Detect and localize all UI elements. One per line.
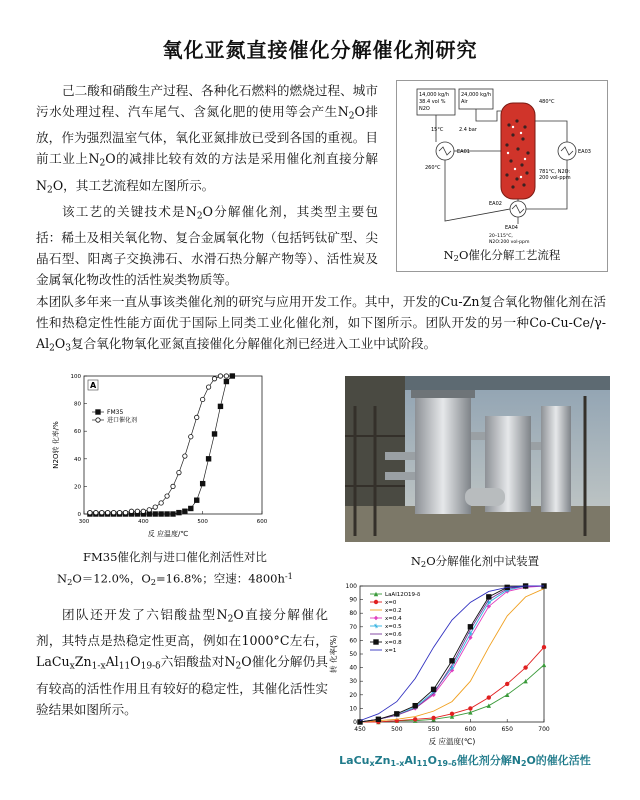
intro-paragraph: 己二酸和硝酸生产过程、各种化石燃料的燃烧过程、城市污水处理过程、汽车尾气、含氮化肥的使用等会产生$N_2O$排放，作为强烈温室气体，氧化亚氮排放已受到各国的重视。目前工业上$N_2O$的减排比较有效的方法是采用催化剂直接分解$N_2O$，其工艺流程如左图所示。 — [36, 83, 378, 195]
x-tick-label: 600 — [464, 726, 477, 733]
y-tick-label: 0 — [353, 719, 357, 726]
ea04-label: EA04 — [505, 225, 518, 231]
pilot-caption: $N_2O$分解催化剂中试装置 — [410, 554, 540, 570]
ea03-label: EA03 — [578, 149, 591, 155]
data-point — [123, 510, 127, 514]
data-point — [171, 512, 175, 516]
process-flow-svg — [397, 81, 607, 246]
legend-label: x=0 — [385, 600, 397, 606]
process-flow-diagram — [396, 80, 608, 272]
out2-line-1: 20–115°C, — [489, 234, 513, 239]
data-point — [542, 645, 546, 649]
data-point — [487, 595, 491, 599]
fm35-caption-title: FM35催化剂与进口催化剂活性对比 — [83, 550, 267, 564]
team-research-paragraph: 本团队多年来一直从事该类催化剂的研究与应用开发工作。其中，开发的Cu-Zn复合氧化物催化剂在活性和热稳定性性能方面优于国际上同类工业化催化剂，如下图所示。团队开发的另一种$Co-Cu-Ce/\gamma-Al_2O_3$复合氧化物氧化亚氮直接催化分解催化剂已经进入工业中试阶段。 — [36, 294, 606, 354]
data-point — [189, 435, 193, 439]
data-point — [450, 659, 454, 663]
temp-15: 15°C — [431, 127, 444, 133]
y-tick-label: 100 — [345, 583, 357, 590]
data-point — [487, 695, 491, 699]
data-point — [218, 374, 222, 378]
x-tick-label: 650 — [501, 726, 513, 733]
data-point — [431, 687, 435, 691]
legend-marker — [96, 410, 100, 414]
fm35-plot-frame — [84, 376, 262, 514]
data-point — [165, 512, 169, 516]
feed-line-1: 14,000 kg/h — [419, 92, 450, 98]
data-point — [200, 397, 204, 401]
pilot-plant-illustration — [345, 376, 610, 542]
legend-label: LaAl12O19-δ — [385, 592, 421, 598]
data-point — [200, 481, 204, 485]
reactor-vessel — [501, 103, 535, 199]
data-point — [230, 374, 234, 378]
legend-marker — [374, 640, 378, 644]
fm35-caption — [30, 548, 320, 592]
data-point — [195, 415, 199, 419]
y-tick-label: 80 — [74, 401, 81, 408]
legend-marker — [374, 600, 378, 604]
data-point — [141, 509, 145, 513]
data-point — [177, 470, 181, 474]
data-point — [183, 509, 187, 513]
data-point — [450, 712, 454, 716]
data-point — [171, 484, 175, 488]
data-point — [106, 510, 110, 514]
temp-260: 260°C — [425, 165, 441, 171]
data-point — [94, 510, 98, 514]
lacu-xlabel: 反 应温度(℃) — [428, 737, 476, 746]
y-tick-label: 50 — [349, 651, 357, 658]
legend-label: x=0.5 — [385, 624, 402, 630]
data-point — [117, 510, 121, 514]
fm35-ylabel: N2O转 化率/% — [52, 421, 60, 469]
x-tick-label: 700 — [538, 726, 550, 733]
pilot-plant-photo — [345, 376, 610, 542]
y-tick-label: 60 — [349, 637, 357, 645]
y-tick-label: 60 — [74, 429, 81, 436]
legend-label: FM35 — [107, 409, 124, 416]
legend-label: 进口催化剂 — [107, 417, 138, 424]
fm35-caption-conditions: $N_2O=12.0\%$，$O_2=16.8\%$；空速：$4800h^{-1}$ — [57, 571, 293, 587]
y-tick-label: 10 — [349, 705, 357, 713]
data-point — [523, 665, 527, 669]
y-tick-label: 40 — [74, 456, 81, 463]
legend-label: x=0.6 — [385, 632, 402, 638]
pressure-label: 2.4 bar — [459, 127, 477, 133]
data-point — [212, 432, 216, 436]
out1-line-2: 200 vol-ppm — [539, 175, 571, 181]
data-point — [218, 404, 222, 408]
x-tick-label: 500 — [197, 519, 208, 525]
data-point — [88, 510, 92, 514]
data-point — [165, 494, 169, 498]
panel-label: A — [90, 381, 97, 390]
air-line-1: 24,000 kg/h — [461, 92, 492, 98]
y-tick-label: 30 — [349, 678, 357, 686]
lacu-ylabel: 转 化率(%) — [329, 635, 338, 673]
ea02-label: EA02 — [489, 201, 502, 207]
data-point — [413, 717, 417, 721]
data-point — [431, 716, 435, 720]
legend-label: x=0.2 — [385, 608, 402, 614]
x-tick-label: 600 — [256, 519, 268, 525]
feed-line-2: 38.4 vol % — [419, 99, 446, 105]
y-tick-label: 80 — [349, 610, 357, 618]
data-point — [100, 510, 104, 514]
feed-line-3: N2O — [419, 106, 430, 112]
x-tick-label: 550 — [427, 726, 440, 733]
x-tick-label: 300 — [78, 519, 90, 525]
x-tick-label: 450 — [354, 726, 366, 733]
y-tick-label: 0 — [77, 512, 81, 518]
data-point — [206, 457, 210, 461]
hexaaluminate-paragraph: 团队还开发了六铝酸盐型$N_2O$直接分解催化剂，其特点是热稳定性更高，例如在1000°C左右，$LaCu_xZn_{1-x}Al_{11}O_{19-\delta}$六铝酸盐对$N_2O$催化分解仍具有较高的活性作用且有较好的稳定性，其催化活性实验结果如图所示。 — [36, 607, 328, 717]
data-point — [468, 625, 472, 629]
ea01-label: EA01 — [457, 149, 470, 155]
data-point — [224, 374, 228, 378]
process-caption: $N_2O$催化分解工艺流程 — [443, 248, 561, 264]
data-point — [153, 512, 157, 516]
y-tick-label: 70 — [349, 623, 357, 631]
data-point — [159, 512, 163, 516]
legend-label: x=0.8 — [385, 640, 402, 646]
lacu-activity-chart — [322, 580, 552, 752]
x-tick-label: 400 — [138, 519, 149, 525]
air-line-2: Air — [461, 99, 468, 105]
data-point — [153, 505, 157, 509]
data-point — [183, 454, 187, 458]
data-point — [177, 510, 181, 514]
legend-label: x=1 — [385, 648, 397, 654]
y-tick-label: 20 — [349, 691, 357, 699]
y-tick-label: 40 — [349, 664, 357, 672]
fm35-activity-chart — [48, 372, 268, 544]
y-tick-label: 90 — [349, 596, 357, 604]
legend-marker — [96, 418, 100, 422]
legend-label: x=0.4 — [385, 616, 402, 622]
lacu-caption: $LaCu_xZn_{1-x}Al_{11}O_{19-\delta}$催化剂分解$N_2O$的催化活性 — [339, 754, 591, 768]
y-tick-label: 100 — [70, 374, 81, 380]
out2-line-2: N2O:200 vol-ppm — [489, 240, 530, 245]
data-point — [505, 682, 509, 686]
data-point — [111, 510, 115, 514]
data-point — [376, 717, 380, 721]
data-point — [206, 385, 210, 389]
data-point — [224, 379, 228, 383]
fm35-xlabel: 反 应温度/℃ — [147, 530, 189, 538]
data-point — [395, 712, 399, 716]
x-tick-label: 500 — [391, 726, 403, 733]
data-point — [189, 506, 193, 510]
data-point — [413, 703, 417, 707]
temp-480: 480°C — [539, 99, 555, 105]
data-point — [468, 706, 472, 710]
data-point — [212, 377, 216, 381]
data-point — [135, 509, 139, 513]
data-point — [159, 501, 163, 505]
data-point — [147, 508, 151, 512]
page-title: 氧化亚氮直接催化分解催化剂研究 — [162, 38, 478, 62]
data-point — [129, 509, 133, 513]
catalyst-types-paragraph: 该工艺的关键技术是$N_2O$分解催化剂，其类型主要包括：稀土及相关氧化物、复合金属氧化物（包括钙钛矿型、尖晶石型、阳离子交换沸石、水滑石热分解产物等）、活性炭及金属氧化物改性的活性炭类物质等。 — [36, 204, 378, 288]
y-tick-label: 20 — [74, 484, 81, 491]
out1-line-1: 781°C, N2O: — [539, 169, 571, 175]
data-point — [195, 498, 199, 502]
